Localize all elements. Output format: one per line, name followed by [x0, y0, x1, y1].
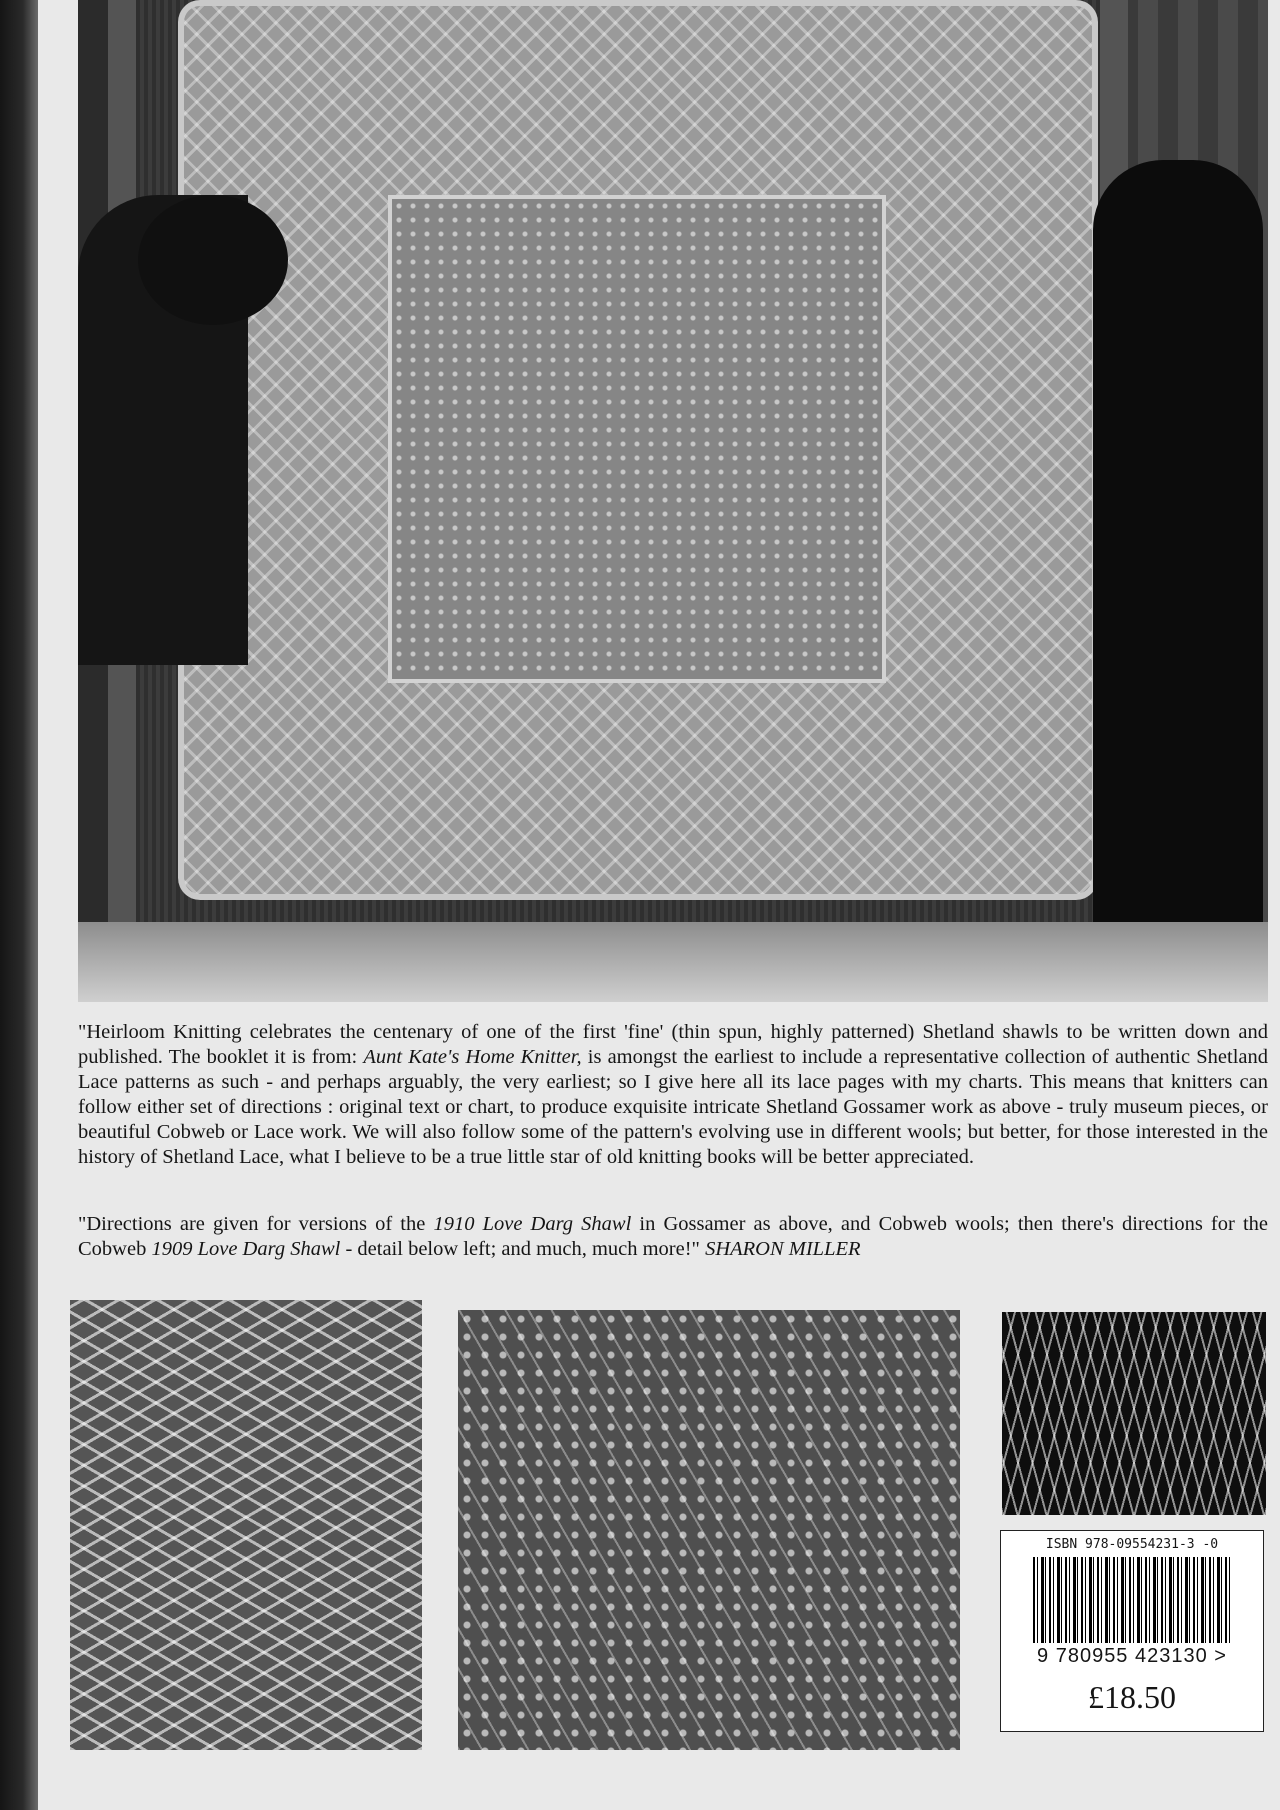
blurb-p2-start: "Directions are given for versions of the	[78, 1213, 434, 1235]
book-spine-edge	[0, 0, 38, 1810]
blurb-p1-end: is amongst the earliest to include a representative collection of authentic Shetland Lace patterns as such - and perhaps arguably, the very earliest; so I give here all its lace pages with my charts. This means that knitters can follow either set of directions : original text or chart, to produce exquisite intricate Shetland Gossamer work as above - truly museum pieces, or beautiful Cobweb or Lace work. We will also follow some of the pattern's evolving use in different wools; but better, for those interested in the history of Shetland Lace, what I believe to be a true little star of old knitting books will be better appreciated.	[78, 1046, 1269, 1168]
price: £18.50	[1088, 1679, 1176, 1715]
photo-floor	[78, 922, 1268, 1002]
shawl-center-panel	[388, 195, 886, 683]
person-left-head	[138, 195, 288, 325]
barcode-box	[1000, 1530, 1264, 1732]
barcode-digits: 9 780955 423130 >	[1037, 1645, 1227, 1667]
blurb-author: SHARON MILLER	[705, 1238, 861, 1260]
lace-detail-photo-left	[70, 1300, 422, 1750]
lace-detail-photo-center	[458, 1310, 960, 1750]
lace-detail-photo-right	[1002, 1312, 1266, 1515]
blurb-p1-start: "Heirloom Knitting celebrates the centenary of one of the first 'fine' (thin spun, highly patterned) Shetland shawls to be written down and published. The booklet it is from:	[78, 1021, 1268, 1068]
blurb-p2-end: - detail below left; and much, much more!"	[340, 1238, 700, 1260]
main-shawl-photo	[78, 0, 1268, 1002]
blurb-p2-shawl2: 1909 Love Darg Shawl	[151, 1238, 341, 1260]
barcode-bars	[1033, 1557, 1233, 1643]
isbn-text: ISBN 978-09554231-3 -0	[1045, 1537, 1219, 1552]
blurb-paragraph-1	[78, 1020, 1268, 1170]
person-right	[1093, 160, 1263, 960]
blurb-p2-mid: in Gossamer as above, and Cobweb wools; then there's directions for the Cobweb	[78, 1213, 1268, 1260]
blurb-paragraph-2	[78, 1212, 1268, 1262]
blurb-p2-shawl1: 1910 Love Darg Shawl	[433, 1213, 632, 1235]
lace-shawl	[178, 0, 1098, 900]
blurb-p1-book-title: Aunt Kate's Home Knitter,	[363, 1046, 582, 1068]
